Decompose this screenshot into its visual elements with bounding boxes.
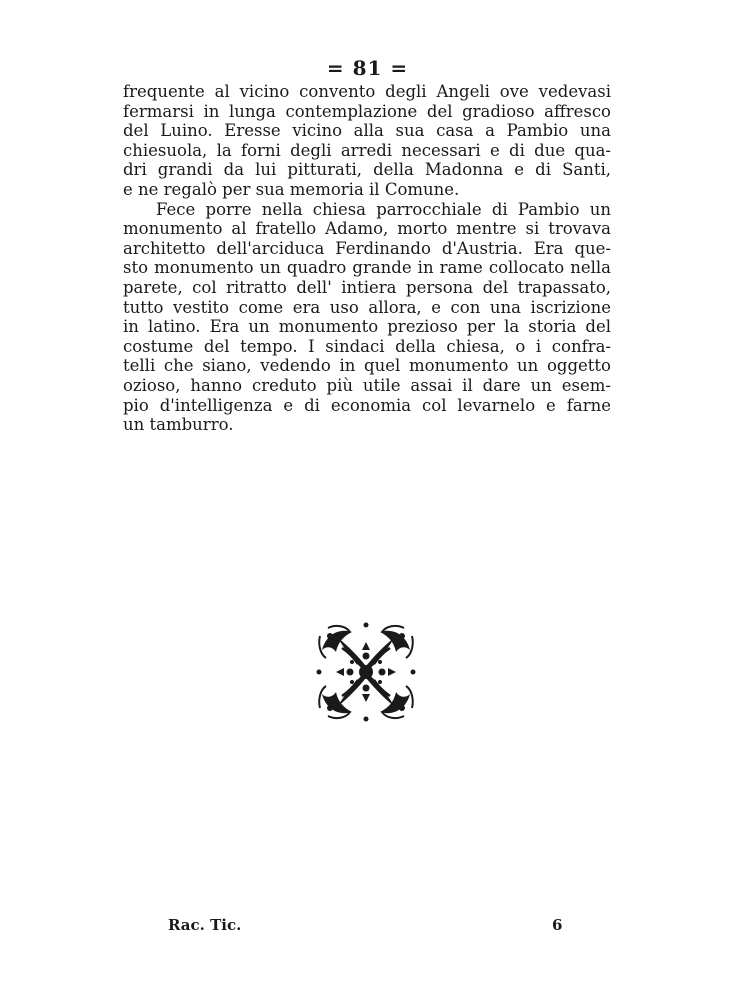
text-line: frequente al vicino convento degli Angeli ove vedevasi bbox=[123, 82, 611, 101]
text-line: fermarsi in lunga contemplazione del gradioso affresco bbox=[123, 101, 611, 121]
body-text bbox=[123, 82, 611, 435]
printer-signature: Rac. Tic. bbox=[168, 916, 242, 934]
text-line: chiesuola, la forni degli arredi necessari e di due qua- bbox=[123, 140, 611, 160]
floral-ornament-icon bbox=[316, 622, 416, 722]
text-line: e ne regalò per sua memoria il Comune. bbox=[123, 179, 460, 199]
text-line: costume del tempo. I sindaci della chiesa, o i confra- bbox=[123, 336, 611, 356]
text-line: tutto vestito come era uso allora, e con una iscrizione bbox=[123, 297, 611, 317]
page-number: = 81 = bbox=[326, 56, 409, 80]
paragraph-1 bbox=[123, 82, 611, 200]
text-line: parete, col ritratto dell' intiera persona del trapassato, bbox=[123, 277, 611, 297]
text-line: telli che siano, vedendo in quel monumento un oggetto bbox=[123, 356, 611, 376]
text-line: in latino. Era un monumento prezioso per la storia del bbox=[123, 317, 611, 337]
text-line: sto monumento un quadro grande in rame collocato nella bbox=[123, 258, 611, 278]
text-line: dri grandi da lui pitturati, della Madonna e di Santi, bbox=[123, 160, 611, 180]
paragraph-2 bbox=[123, 200, 611, 435]
text-line: del Luino. Eresse vicino alla sua casa a Pambio una bbox=[123, 121, 611, 141]
text-line: architetto dell'arciduca Ferdinando d'Austria. Era que- bbox=[123, 238, 611, 258]
text-line: pio d'intelligenza e di economia col levarnelo e farne bbox=[123, 395, 611, 415]
text-line: monumento al fratello Adamo, morto mentre si trovava bbox=[123, 219, 611, 239]
text-line: Fece porre nella chiesa parrocchiale di Pambio un bbox=[156, 199, 611, 219]
sheet-number: 6 bbox=[552, 916, 563, 934]
text-line: ozioso, hanno creduto più utile assai il dare un esem- bbox=[123, 375, 611, 395]
text-line: un tamburro. bbox=[123, 415, 234, 435]
